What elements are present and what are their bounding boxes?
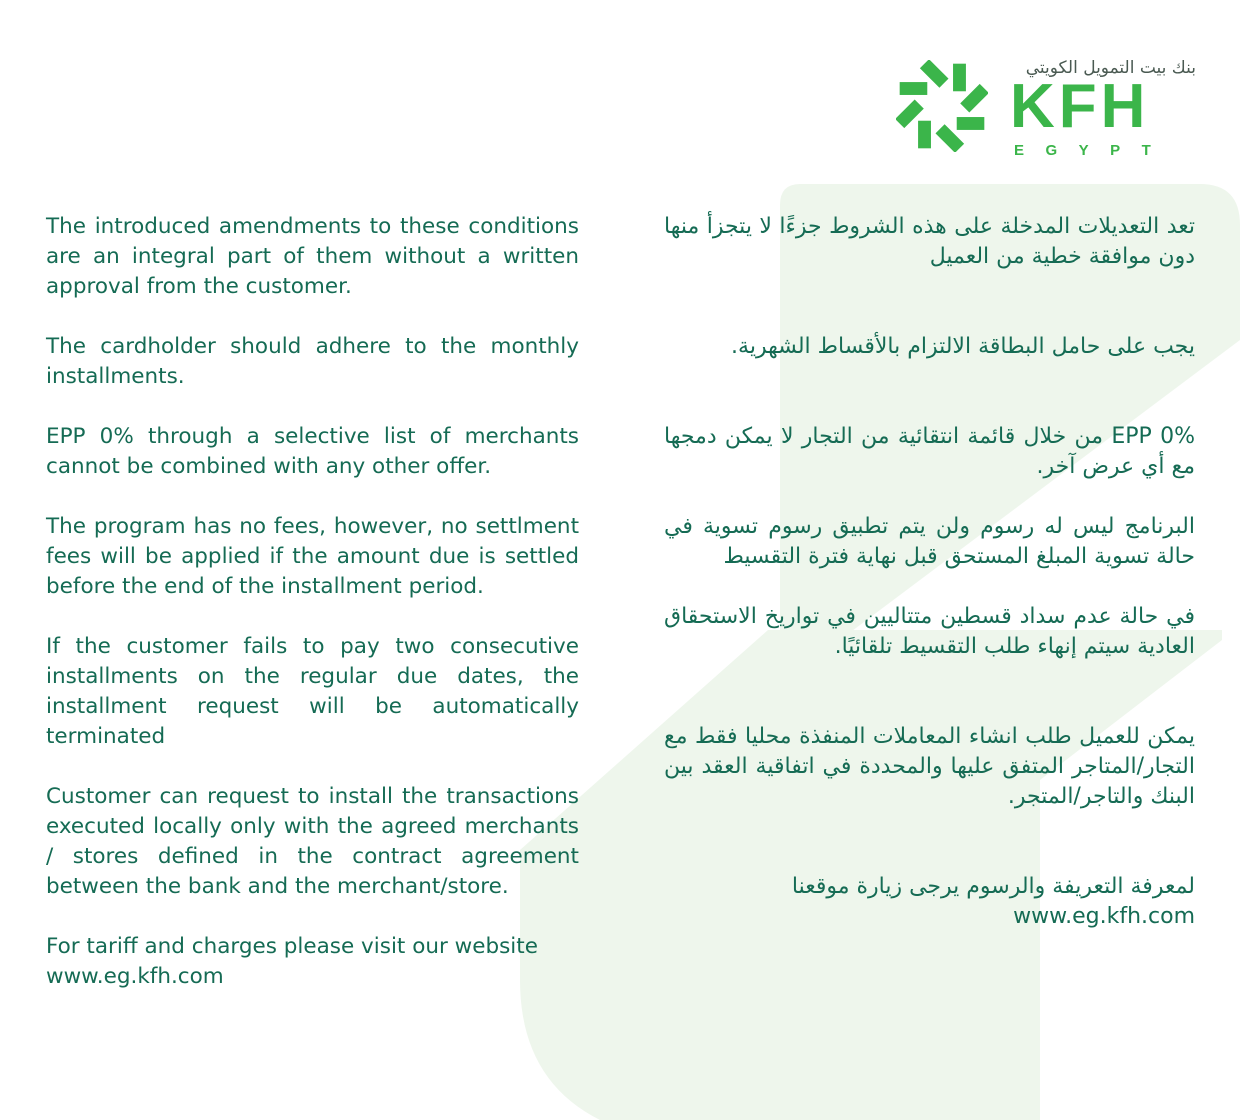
ar-installments-paragraph: يجب على حامل البطاقة الالتزام بالأقساط الشهرية. bbox=[731, 334, 1195, 359]
ar-local-transactions-paragraph: يمكن للعميل طلب انشاء المعاملات المنفذة محليا فقط مع التجار/المتاجر المتفق عليها والمحددة في اتفاقية العقد بين البنك والتاجر/المتجر. bbox=[664, 724, 1195, 809]
en-termination-paragraph: If the customer fails to pay two consecutive installments on the regular due dates, the installment request will be automatically terminated bbox=[46, 634, 579, 749]
en-epp-paragraph: EPP 0% through a selective list of merchants cannot be combined with any other offer. bbox=[46, 424, 579, 479]
en-local-transactions-paragraph: Customer can request to install the transactions executed locally only with the agreed merchants / stores defined in the contract agreement between the bank and the merchant/store. bbox=[46, 784, 579, 899]
en-website-link[interactable]: www.eg.kfh.com bbox=[46, 964, 224, 989]
kfh-logo bbox=[896, 52, 1196, 162]
country-label: EGYPT bbox=[1014, 142, 1173, 159]
ar-tariff-paragraph: لمعرفة التعريفة والرسوم يرجى زيارة موقعنا bbox=[791, 874, 1195, 899]
en-installments-paragraph: The cardholder should adhere to the monthly installments. bbox=[46, 334, 579, 389]
ar-website-link[interactable]: www.eg.kfh.com bbox=[1013, 904, 1195, 929]
en-tariff-paragraph: For tariff and charges please visit our website bbox=[46, 934, 538, 959]
bank-arabic-name: بنك بيت التمويل الكويتي bbox=[1025, 58, 1196, 78]
ar-amendments-paragraph: تعد التعديلات المدخلة على هذه الشروط جزءًا لا يتجزأ منها دون موافقة خطية من العميل bbox=[664, 214, 1195, 269]
ar-fees-paragraph: البرنامج ليس له رسوم ولن يتم تطبيق رسوم تسوية في حالة تسوية المبلغ المستحق قبل نهاية فترة التقسيط bbox=[664, 514, 1195, 569]
english-terms bbox=[46, 212, 579, 992]
en-amendments-paragraph: The introduced amendments to these conditions are an integral part of them without a written approval from the customer. bbox=[46, 214, 579, 299]
kfh-wordmark: KFH bbox=[1010, 72, 1150, 141]
ar-epp-paragraph: EPP 0% من خلال قائمة انتقائية من التجار لا يمكن دمجها مع أي عرض آخر. bbox=[664, 424, 1195, 479]
ar-termination-paragraph: في حالة عدم سداد قسطين متتاليين في تواريخ الاستحقاق العادية سيتم إنهاء طلب التقسيط تلقائيًا. bbox=[664, 604, 1195, 659]
en-fees-paragraph: The program has no fees, however, no settlment fees will be applied if the amount due is settled before the end of the installment period. bbox=[46, 514, 579, 599]
arabic-terms bbox=[664, 212, 1195, 932]
kfh-emblem-icon bbox=[896, 60, 988, 152]
